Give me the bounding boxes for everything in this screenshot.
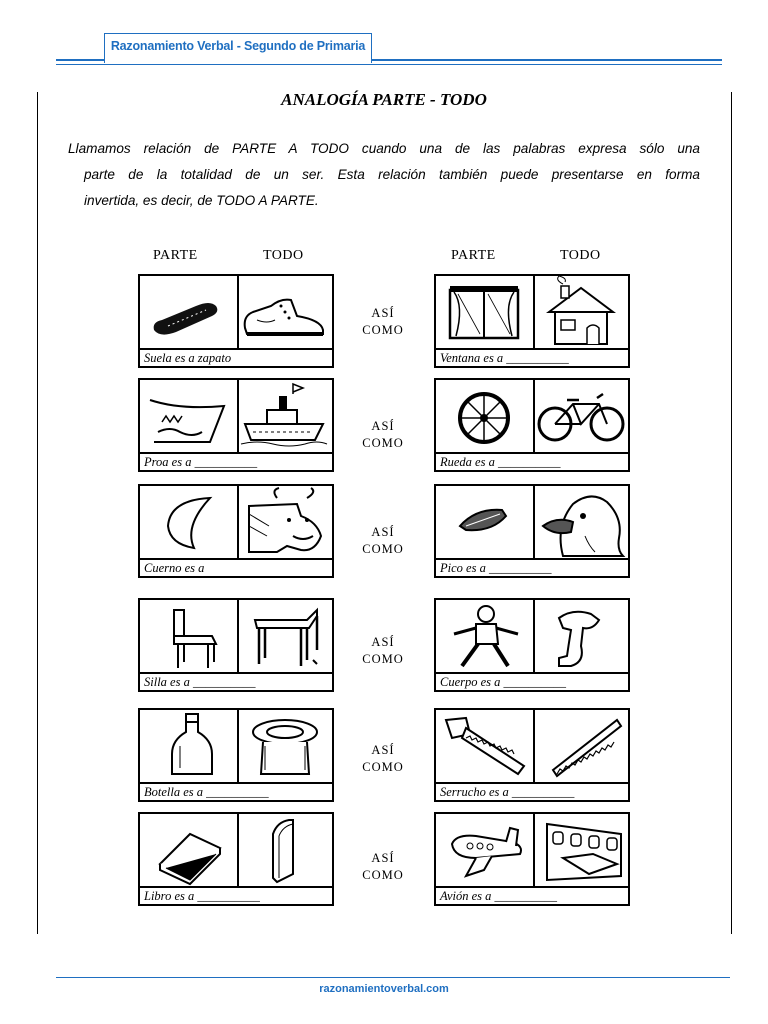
table-icon (237, 600, 332, 672)
bird-icon (533, 486, 628, 558)
left-card-3 (138, 484, 334, 578)
asi-label: ASÍ (371, 851, 395, 865)
asi-label: ASÍ (371, 306, 395, 320)
asi-como-5 (348, 742, 418, 776)
header-box (104, 33, 372, 63)
card-caption: Cuerno es a (140, 558, 332, 578)
airplane-icon (436, 814, 535, 886)
left-parte-header: PARTE (153, 248, 198, 263)
asi-label: ASÍ (371, 743, 395, 757)
book-icon (140, 814, 239, 886)
ship-icon (237, 380, 332, 452)
chair-icon (140, 600, 239, 672)
right-card-4 (434, 598, 630, 692)
intro-line-2: parte de la totalidad de un ser. Esta relación también puede presentarse en forma (84, 167, 700, 182)
wheel-icon (436, 380, 535, 452)
book-spine-icon (237, 814, 332, 886)
left-card-1 (138, 274, 334, 368)
card-caption: Ventana es a __________ (436, 348, 628, 368)
right-card-5 (434, 708, 630, 802)
right-margin-line (731, 92, 732, 934)
right-parte-header: PARTE (451, 248, 496, 263)
left-card-4 (138, 598, 334, 692)
card-caption: Proa es a __________ (140, 452, 332, 472)
como-label: COMO (362, 542, 404, 556)
card-caption: Silla es a __________ (140, 672, 332, 692)
bottle-icon (140, 710, 239, 782)
bull-icon (237, 486, 332, 558)
right-card-3 (434, 484, 630, 578)
card-caption: Avión es a __________ (436, 886, 628, 906)
left-card-5 (138, 708, 334, 802)
page-title: ANALOGÍA PARTE - TODO (281, 90, 487, 109)
right-todo-header: TODO (560, 248, 601, 263)
right-card-1 (434, 274, 630, 368)
asi-como-6 (348, 850, 418, 884)
como-label: COMO (362, 436, 404, 450)
shoe-icon (237, 276, 332, 348)
asi-como-2 (348, 418, 418, 452)
window-icon (436, 276, 535, 348)
footer-url[interactable]: razonamientoverbal.com (319, 983, 449, 995)
intro-line-1: Llamamos relación de PARTE A TODO cuando una de las palabras expresa sólo una (68, 141, 700, 156)
header-title: Razonamiento Verbal - Segundo de Primaria (110, 39, 366, 53)
left-card-2 (138, 378, 334, 472)
asi-label: ASÍ (371, 419, 395, 433)
card-caption: Botella es a __________ (140, 782, 332, 802)
pot-icon (237, 710, 332, 782)
asi-label: ASÍ (371, 525, 395, 539)
intro-line-3: invertida, es decir, de TODO A PARTE. (84, 193, 319, 208)
horn-icon (140, 486, 239, 558)
card-caption: Rueda es a __________ (436, 452, 628, 472)
bicycle-icon (533, 380, 628, 452)
card-caption: Suela es a zapato (140, 348, 332, 368)
card-caption: Pico es a __________ (436, 558, 628, 578)
card-caption: Cuerpo es a __________ (436, 672, 628, 692)
intro-paragraph (68, 136, 700, 214)
footer-rule (56, 977, 730, 978)
card-caption: Libro es a __________ (140, 886, 332, 906)
left-card-6 (138, 812, 334, 906)
saw-blade-icon (533, 710, 628, 782)
right-card-2 (434, 378, 630, 472)
asi-label: ASÍ (371, 635, 395, 649)
beak-icon (436, 486, 535, 558)
leg-icon (533, 600, 628, 672)
right-card-6 (434, 812, 630, 906)
left-todo-header: TODO (263, 248, 304, 263)
asi-como-4 (348, 634, 418, 668)
left-margin-line (37, 92, 38, 934)
como-label: COMO (362, 760, 404, 774)
house-icon (533, 276, 628, 348)
header-rule-thin (56, 64, 722, 65)
como-label: COMO (362, 868, 404, 882)
saw-icon (436, 710, 535, 782)
asi-como-1 (348, 305, 418, 339)
como-label: COMO (362, 652, 404, 666)
ship-bow-icon (140, 380, 239, 452)
shoe-sole-icon (140, 276, 239, 348)
card-caption: Serrucho es a __________ (436, 782, 628, 802)
airplane-window-icon (533, 814, 628, 886)
como-label: COMO (362, 323, 404, 337)
asi-como-3 (348, 524, 418, 558)
body-icon (436, 600, 535, 672)
